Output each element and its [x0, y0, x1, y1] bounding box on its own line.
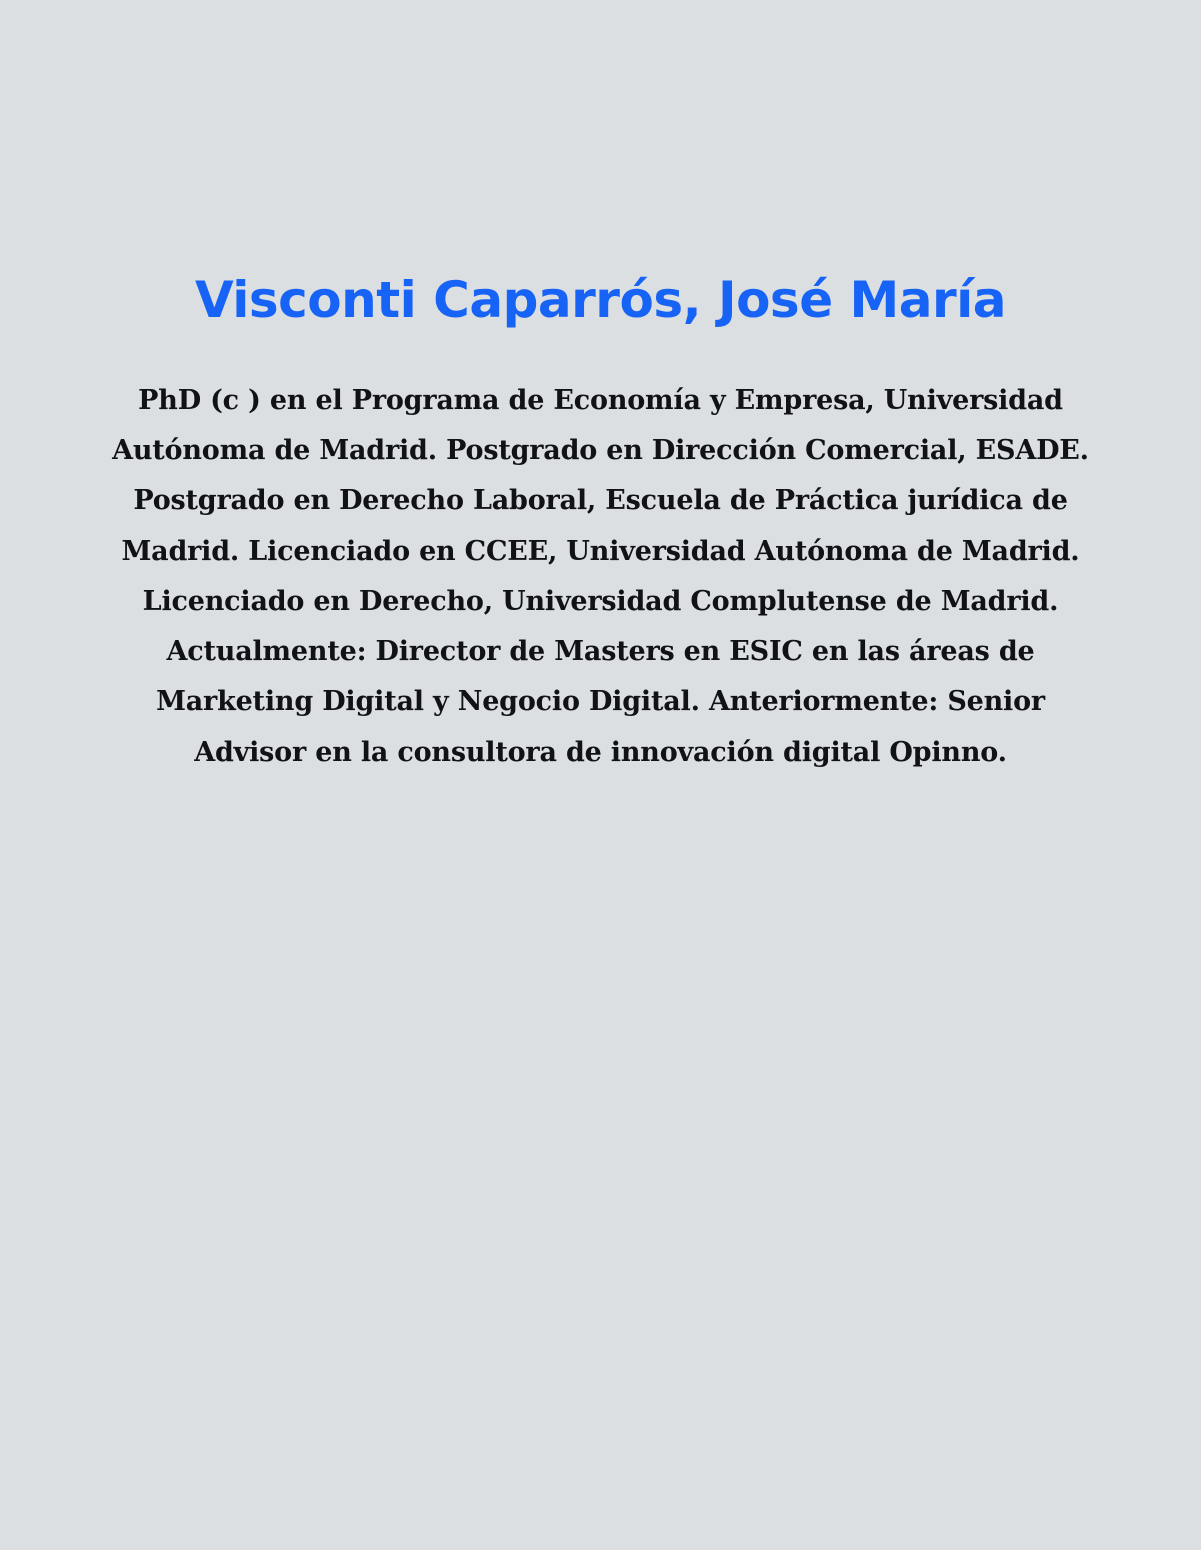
bio-paragraph-experience: Actualmente: Director de Masters en ESIC en las áreas de Marketing Digital y Negocio Digital. Anteriormente: Senior Advisor en la consultora de innovación digital Opinno.	[156, 636, 1045, 768]
bio-text-block	[100, 330, 1101, 778]
page-title: Visconti Caparrós, José María	[194, 271, 1007, 329]
bio-paragraph-education: PhD (c ) en el Programa de Economía y Empresa, Universidad Autónoma de Madrid. Postgrado en Dirección Comercial, ESADE. Postgrado en Derecho Laboral, Escuela de Práctica jurídica de Madrid. Licenciado en CCEE, Universidad Autónoma de Madrid. Licenciado en Derecho, Universidad Complutense de Madrid.	[112, 385, 1089, 617]
